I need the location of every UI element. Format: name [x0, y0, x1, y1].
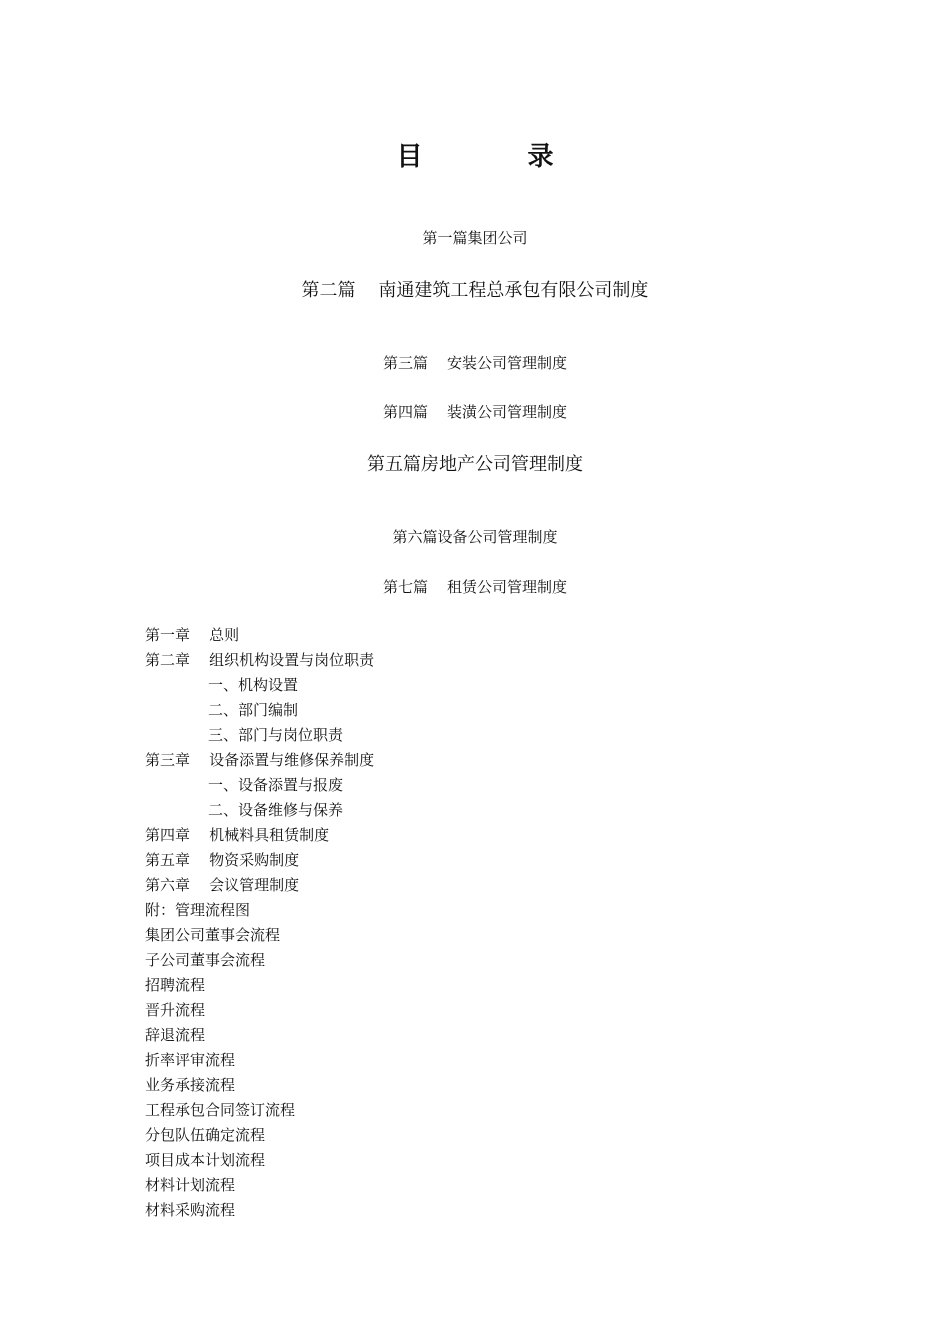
- contents-item: 第二章 组织机构设置与岗位职责: [145, 651, 375, 669]
- part-3: 第三篇 安装公司管理制度: [382, 354, 568, 372]
- contents-item: 材料采购流程: [145, 1201, 236, 1219]
- contents-subitem: 三、部门与岗位职责: [208, 726, 344, 744]
- part-1: 第一篇集团公司: [422, 229, 528, 247]
- contents-item: 第一章 总则: [145, 626, 240, 644]
- contents-item: 附：管理流程图: [145, 901, 251, 919]
- contents-subitem: 二、设备维修与保养: [208, 801, 344, 819]
- contents-item: 材料计划流程: [145, 1176, 236, 1194]
- contents-subitem: 一、机构设置: [208, 676, 299, 694]
- contents-item: 工程承包合同签订流程: [145, 1101, 296, 1119]
- contents-item: 第三章 设备添置与维修保养制度: [145, 751, 375, 769]
- contents-item: 第六章 会议管理制度: [145, 876, 300, 894]
- part-6: 第六篇设备公司管理制度: [392, 528, 558, 546]
- part-2: 第二篇 南通建筑工程总承包有限公司制度: [301, 280, 649, 301]
- contents-item: 辞退流程: [145, 1026, 206, 1044]
- contents-item: 第四章 机械料具租赁制度: [145, 826, 330, 844]
- part-5: 第五篇房地产公司管理制度: [367, 454, 583, 475]
- contents-item: 招聘流程: [145, 976, 206, 994]
- toc-title: 目 录: [396, 142, 602, 172]
- contents-item: 分包队伍确定流程: [145, 1126, 266, 1144]
- contents-item: 项目成本计划流程: [145, 1151, 266, 1169]
- contents-subitem: 一、设备添置与报废: [208, 776, 344, 794]
- contents-item: 集团公司董事会流程: [145, 926, 281, 944]
- part-4: 第四篇 装潢公司管理制度: [382, 403, 568, 421]
- contents-item: 子公司董事会流程: [145, 951, 266, 969]
- contents-list: [145, 623, 845, 1223]
- contents-item: 折率评审流程: [145, 1051, 236, 1069]
- contents-item: 晋升流程: [145, 1001, 206, 1019]
- contents-item: 第五章 物资采购制度: [145, 851, 300, 869]
- part-7: 第七篇 租赁公司管理制度: [382, 578, 568, 596]
- contents-item: 业务承接流程: [145, 1076, 236, 1094]
- contents-subitem: 二、部门编制: [208, 701, 299, 719]
